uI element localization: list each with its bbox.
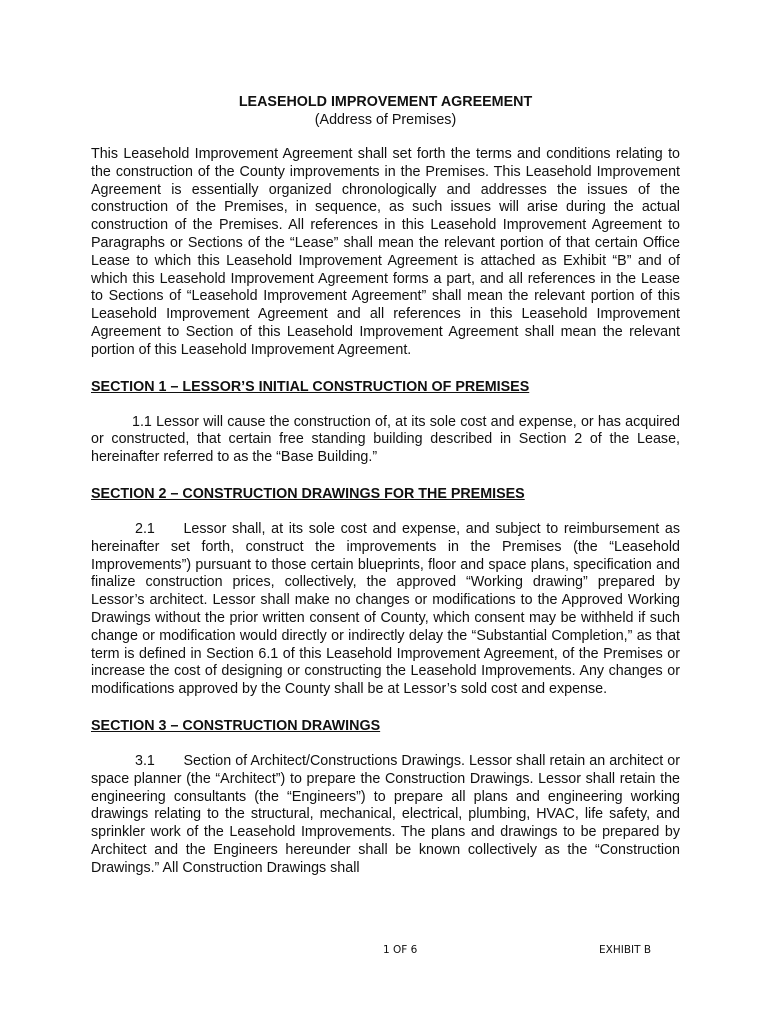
section-3-heading: SECTION 3 – CONSTRUCTION DRAWINGS — [91, 717, 381, 734]
section-3-paragraph: 3.1 Section of Architect/Constructions Drawings. Lessor shall retain an architect or space planner (the “Architect”) to prepare the Construction Drawings. Lessor shall retain the engineering consultants (the “Engineers”) to prepare all plans and engineering working drawings relating to the structural, mechanical, electrical, plumbing, HVAC, life safety, and sprinkler work of the Leasehold Improvements. The plans and drawings to be prepared by Architect and the Engineers hereunder shall be known collectively as the “Construction Drawings.” All Construction Drawings shall — [91, 752, 680, 876]
section-2-heading: SECTION 2 – CONSTRUCTION DRAWINGS FOR THE PREMISES — [91, 485, 525, 502]
section-1-paragraph: 1.1 Lessor will cause the construction of, at its sole cost and expense, or has acquired or constructed, that certain free standing building described in Section 2 of the Lease, hereinafter referred to as the “Base Building.” — [91, 413, 680, 466]
section-2-paragraph: 2.1 Lessor shall, at its sole cost and expense, and subject to reimbursement as hereinafter set forth, construct the improvements in the Premises (the “Leasehold Improvements”) pursuant to those certain blueprints, floor and space plans, specification and finalize construction prices, collectively, the approved “Working drawing” prepared by Lessor’s architect. Lessor shall make no changes or modifications to the Approved Working Drawings without the prior written consent of County, which consent may be withheld if such change or modification would directly or indirectly delay the “Substantial Completion,” as that term is defined in Section 6.1 of this Leasehold Improvement Agreement, of the Premises or increase the cost of designing or constructing the Leasehold Improvements. Any changes or modifications approved by the County shall be at Lessor’s sold cost and expense. — [91, 520, 680, 698]
intro-paragraph: This Leasehold Improvement Agreement shall set forth the terms and conditions relating to the construction of the County improvements in the Premises. This Leasehold Improvement Agreement is essentially organized chronologically and addresses the issues of the construction of the Premises, in sequence, as such issues will arise during the actual construction of the Premises. All references in this Leasehold Improvement Agreement to Paragraphs or Sections of the “Lease” shall mean the relevant portion of that certain Office Lease to which this Leasehold Improvement Agreement is attached as Exhibit “B” and of which this Leasehold Improvement Agreement forms a part, and all references in the Lease to Sections of “Leasehold Improvement Agreement” shall mean the relevant portion of this Leasehold Improvement Agreement and all references in this Leasehold Improvement Agreement to Section of this Leasehold Improvement Agreement shall mean the relevant portion of this Leasehold Improvement Agreement. — [91, 146, 680, 358]
section-1-heading: SECTION 1 – LESSOR’S INITIAL CONSTRUCTION OF PREMISES — [91, 378, 530, 395]
document-body — [91, 93, 680, 896]
exhibit-label: EXHIBIT B — [599, 944, 652, 956]
document-subtitle: (Address of Premises) — [314, 112, 457, 128]
document-title: LEASEHOLD IMPROVEMENT AGREEMENT — [238, 94, 533, 110]
page-number: 1 OF 6 — [383, 944, 418, 956]
